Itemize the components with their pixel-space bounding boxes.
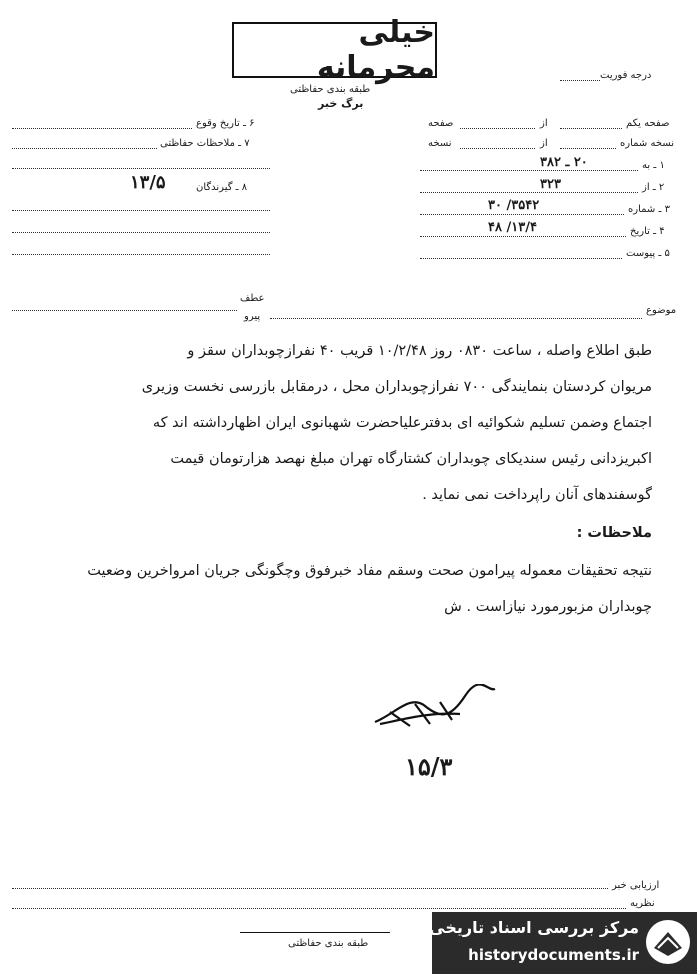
attachment-dots — [420, 258, 622, 259]
date-dots — [420, 236, 626, 237]
page-word: صفحه — [428, 118, 454, 129]
book-icon — [644, 918, 692, 966]
followup-label: پیرو — [244, 311, 261, 322]
copy-of: از — [540, 138, 548, 149]
notes-line-2: چوبداران مزبورمورد نیازاست . ش — [444, 599, 652, 615]
security-notes-label: ۷ ـ ملاحظات حفاظتی — [160, 138, 250, 149]
ref-dots — [12, 310, 237, 311]
to-label: ۱ ـ به — [642, 160, 665, 171]
body-line-1: طبق اطلاع واصله ، ساعت ۰۸۳۰ روز ۱۰/۲/۴۸ قریب ۴۰ نفرازچوبداران سقز و — [187, 343, 652, 359]
opinion-label: نظریه — [630, 898, 655, 909]
copy-total-dots — [460, 148, 535, 149]
date-of-event-label: ۶ ـ تاریخ وقوع — [196, 118, 255, 129]
page-of: از — [540, 118, 548, 129]
signature-mark — [370, 684, 500, 734]
number-label: ۳ ـ شماره — [628, 204, 670, 215]
notes-title: ملاحظات : — [576, 525, 652, 541]
to-value: ۲۰ ـ ۳۸۲ — [540, 155, 588, 170]
notes-line-1: نتیجه تحقیقات معموله پیرامون صحت وسقم مفاد خبرفوق وچگونگی جریان امرواخرین وضعیت — [87, 563, 652, 579]
footer-classification-caption: طبقه بندی حفاظتی — [288, 938, 369, 949]
page-total-dots — [460, 128, 535, 129]
page-dots — [560, 128, 622, 129]
watermark-title: مرکز بررسی اسناد تاریخی — [429, 918, 639, 937]
to-dots — [420, 170, 638, 171]
from-label: ۲ ـ از — [642, 182, 665, 193]
ref-label: عطف — [240, 293, 265, 304]
number-dots — [420, 214, 624, 215]
date-label: ۴ ـ تاریخ — [630, 226, 665, 237]
recipients-value: ۱۳/۵ — [130, 172, 166, 193]
watermark-url: historydocuments.ir — [468, 946, 639, 964]
attachment-label: ۵ ـ پیوست — [626, 248, 670, 259]
left-dots-3 — [12, 168, 270, 169]
assessment-label: ارزیابی خبر — [612, 880, 660, 891]
copy-word: نسخه — [428, 138, 452, 149]
watermark-logo — [429, 912, 697, 974]
classification-caption: طبقه بندی حفاظتی — [290, 84, 371, 95]
body-line-5: گوسفندهای آنان راپرداخت نمی نماید . — [422, 487, 652, 503]
priority-label: درجه فوریت — [600, 70, 652, 81]
footer-rule — [240, 932, 390, 933]
page-label: صفحه یکم — [626, 118, 670, 129]
copy-dots — [560, 148, 616, 149]
body-line-4: اکبریزدانی رئیس سندیکای چوبداران کشتارگاه تهران مبلغ نهصد هزارتومان قیمت — [170, 451, 652, 467]
security-notes-dots — [12, 148, 157, 149]
subject-dots — [270, 318, 642, 319]
subject-label: موضوع — [646, 305, 677, 316]
left-dots-4 — [12, 210, 270, 211]
assessment-dots — [12, 888, 608, 889]
left-dots-6 — [12, 254, 270, 255]
number-value: ۳۵۴۲/ ۳۰ — [488, 198, 540, 213]
opinion-dots — [12, 908, 626, 909]
date-value: ۱۳/۴/ ۴۸ — [488, 220, 537, 235]
copy-label: نسخه شماره — [620, 138, 674, 149]
form-title: برگ خبر — [318, 97, 364, 110]
recipients-label: ۸ ـ گیرندگان — [196, 182, 248, 193]
left-dots-5 — [12, 232, 270, 233]
from-value: ۳۲۳ — [540, 177, 561, 192]
classification-stamp: خیلی محرمانه — [232, 22, 437, 78]
priority-dots — [560, 80, 600, 81]
date-of-event-dots — [12, 128, 192, 129]
from-dots — [420, 192, 638, 193]
handwritten-annotation: ۱۵/۳ — [405, 752, 453, 781]
body-line-2: مریوان کردستان بنمایندگی ۷۰۰ نفرازچوبداران محل ، درمقابل بازرسی نخست وزیری — [141, 379, 652, 395]
body-line-3: اجتماع وضمن تسلیم شکوائیه ای بدفترعلیاحضرت شهبانوی ایران اظهارداشته اند که — [152, 415, 652, 431]
